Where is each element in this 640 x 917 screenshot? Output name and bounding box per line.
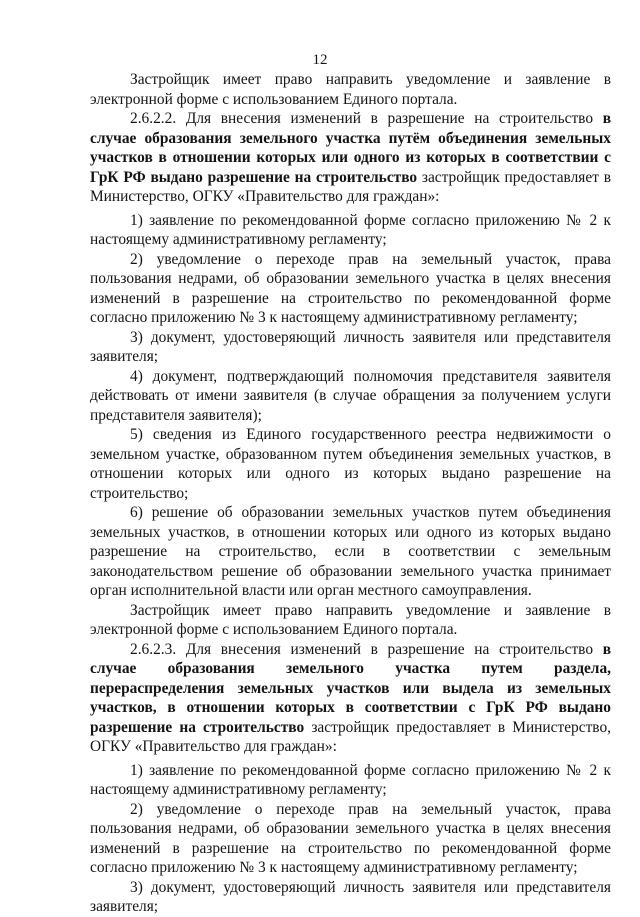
list1-item-4: 4) документ, подтверждающий полномочия представителя заявителя действовать от имени заявителя (в случае обращения за получением услуги представителя заявителя);	[90, 367, 611, 424]
clause-intro: 2.6.2.3. Для внесения изменений в разрешение на строительство	[130, 640, 603, 658]
list2-item-1: 1) заявление по рекомендованной форме согласно приложению № 2 к настоящему административному регламенту;	[90, 761, 611, 798]
clause-tail: застройщик предоставляет в Министерство, ОГКУ «Правительство для граждан»:	[90, 718, 611, 755]
clause-emphasis: в случае образования земельного участка путем раздела, перераспределения земельных участков или выдела из земельных участков, в отношении которых в соответствии с ГрК РФ выдано разрешение на строительство	[90, 640, 611, 736]
list1-item-5: 5) сведения из Единого государственного реестра недвижимости о земельном участке, образованном путем объединения земельных участков, в отношении которых или одного из которых выдано разрешение на строительство;	[90, 426, 611, 502]
clause-tail: застройщик предоставляет в Министерство, ОГКУ «Правительство для граждан»:	[90, 168, 611, 205]
list2-item-2: 2) уведомление о переходе прав на земельный участок, права пользования недрами, об образовании земельного участка в целях внесения изменений в разрешение на строительство по рекомендованной форме согласно приложению № 3 к настоящему административному регламенту;	[90, 800, 611, 876]
paragraph-2-6-2-3	[90, 640, 611, 757]
list2-item-3: 3) документ, удостоверяющий личность заявителя или представителя заявителя;	[90, 878, 611, 915]
list1-item-3: 3) документ, удостоверяющий личность заявителя или представителя заявителя;	[90, 328, 611, 365]
clause-emphasis: в случае образования земельного участка путём объединения земельных участков в отношении которых или одного из которых в соответствии с ГрК РФ выдано разрешение на строительство	[90, 110, 611, 186]
paragraph-2-6-2-2	[90, 109, 611, 207]
paragraph-submission-note-2: Застройщик имеет право направить уведомление и заявление в электронной форме с использованием Единого портала.	[90, 601, 611, 638]
clause-intro: 2.6.2.2. Для внесения изменений в разрешение на строительство	[130, 110, 603, 127]
list1-item-6: 6) решение об образовании земельных участков путем объединения земельных участков, в отношении которых или одного из которых выдано разрешение на строительство, если в соответствии с земельным законодательством решение об образовании земельного участка принимает орган исполнительной власти или орган местного самоуправления.	[90, 504, 611, 599]
list1-item-1: 1) заявление по рекомендованной форме согласно приложению № 2 к настоящему административному регламенту;	[90, 211, 611, 248]
paragraph-submission-note-1: Застройщик имеет право направить уведомление и заявление в электронной форме с использованием Единого портала.	[90, 71, 611, 108]
list1-item-2: 2) уведомление о переходе прав на земельный участок, права пользования недрами, об образовании земельного участка в целях внесения изменений в разрешение на строительство по рекомендованной форме согласно приложению № 3 к настоящему административному регламенту;	[90, 250, 611, 326]
document-body	[90, 70, 611, 917]
page-number: 12	[312, 52, 328, 68]
